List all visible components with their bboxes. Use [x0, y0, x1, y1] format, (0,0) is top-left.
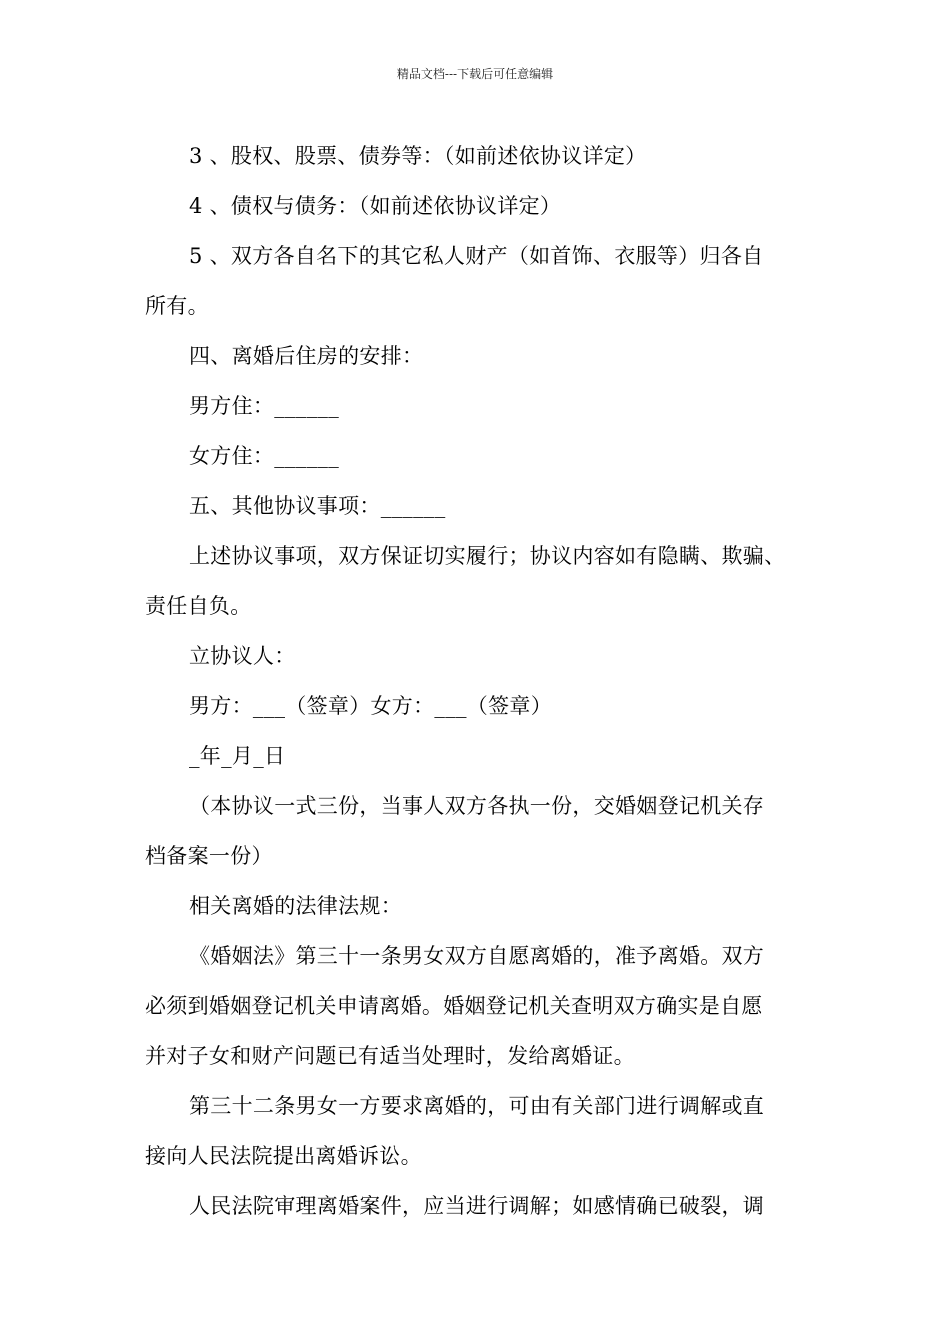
text-line: 上述协议事项，双方保证切实履行；协议内容如有隐瞒、欺骗、: [189, 544, 786, 568]
text-line: 《婚姻法》第三十一条男女双方自愿离婚的，准予离婚。双方: [189, 944, 765, 968]
section-heading: 五、其他协议事项：______: [189, 494, 446, 518]
page-header: 精品文档---下载后可任意编辑: [396, 67, 554, 81]
text-line: 人民法院审理离婚案件，应当进行调解；如感情确已破裂，调: [189, 1194, 765, 1218]
section-heading: 四、离婚后住房的安排：: [189, 344, 424, 368]
text-line: 立协议人：: [189, 644, 296, 668]
text-line: 接向人民法院提出离婚诉讼。: [145, 1144, 422, 1168]
text-line: 必须到婚姻登记机关申请离婚。婚姻登记机关查明双方确实是自愿: [145, 994, 763, 1018]
text-line: 男方住：______: [189, 394, 339, 418]
section-heading: 相关离婚的法律法规：: [189, 894, 402, 918]
text-line: 女方住：______: [189, 444, 339, 468]
text-line: 责任自负。: [145, 594, 252, 618]
signature-line: 男方：___（签章）女方：___（签章）: [189, 694, 552, 718]
text-line: 5 、双方各自名下的其它私人财产（如首饰、衣服等）归各自: [189, 244, 764, 268]
text-line: 并对子女和财产问题已有适当处理时，发给离婚证。: [145, 1044, 635, 1068]
text-line: 所有。: [145, 294, 209, 318]
text-line: 4 、债权与债务：（如前述依协议详定）: [189, 194, 562, 218]
text-line: （本协议一式三份，当事人双方各执一份，交婚姻登记机关存: [189, 794, 765, 818]
text-line: 第三十二条男女一方要求离婚的，可由有关部门进行调解或直: [189, 1094, 765, 1118]
date-line: _年_月_日: [189, 744, 286, 768]
document-body: [145, 131, 813, 1231]
text-line: 档备案一份）: [145, 844, 273, 868]
text-line: 3 、股权、股票、债券等：（如前述依协议详定）: [189, 144, 647, 168]
